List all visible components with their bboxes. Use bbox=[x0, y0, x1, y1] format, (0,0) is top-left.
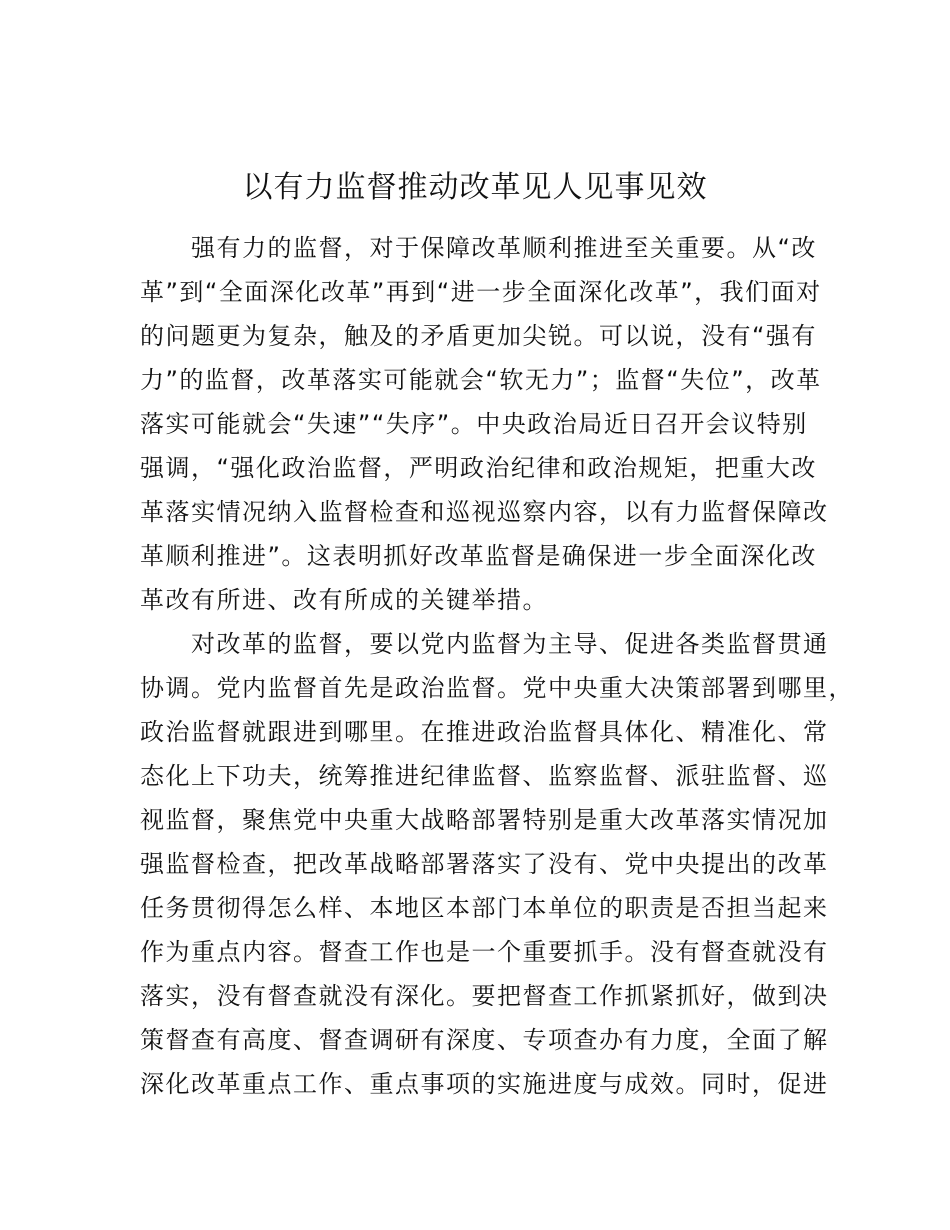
text-line: 革落实情况纳入监督检查和巡视巡察内容，以有力监督保障改 bbox=[140, 498, 829, 526]
text-line: 策督查有高度、督查调研有深度、专项查办有力度，全面了解 bbox=[140, 1026, 829, 1054]
text-line: 任务贯彻得怎么样、本地区本部门本单位的职责是否担当起来 bbox=[140, 894, 829, 922]
text-line: 政治监督就跟进到哪里。在推进政治监督具体化、精准化、常 bbox=[140, 718, 829, 746]
text-line: 强监督检查，把改革战略部署落实了没有、党中央提出的改革 bbox=[140, 850, 829, 878]
text-line: 革改有所进、改有所成的关键举措。 bbox=[140, 586, 548, 614]
text-line: 的问题更为复杂，触及的矛盾更加尖锐。可以说，没有“强有 bbox=[140, 322, 817, 350]
text-line: 对改革的监督，要以党内监督为主导、促进各类监督贯通 bbox=[140, 630, 829, 658]
text-line: 落实，没有督查就没有深化。要把督查工作抓紧抓好，做到决 bbox=[140, 982, 829, 1010]
text-line: 革顺利推进”。这表明抓好改革监督是确保进一步全面深化改 bbox=[140, 542, 817, 570]
paragraph-2 bbox=[140, 622, 854, 1106]
text-line: 协调。党内监督首先是政治监督。党中央重大决策部署到哪里， bbox=[140, 674, 854, 702]
text-line: 强调，“强化政治监督，严明政治纪律和政治规矩，把重大改 bbox=[140, 454, 817, 482]
paragraph-1 bbox=[140, 226, 840, 622]
text-line: 深化改革重点工作、重点事项的实施进度与成效。同时，促进 bbox=[140, 1070, 829, 1098]
document-title: 以有力监督推动改革见人见事见效 bbox=[242, 170, 708, 205]
text-line: 强有力的监督，对于保障改革顺利推进至关重要。从“改 bbox=[140, 234, 817, 262]
text-line: 力”的监督，改革落实可能就会“软无力”；监督“失位”，改革 bbox=[140, 366, 822, 394]
text-line: 作为重点内容。督查工作也是一个重要抓手。没有督查就没有 bbox=[140, 938, 829, 966]
text-line: 视监督，聚焦党中央重大战略部署特别是重大改革落实情况加 bbox=[140, 806, 829, 834]
text-line: 态化上下功夫，统筹推进纪律监督、监察监督、派驻监督、巡 bbox=[140, 762, 829, 790]
text-line: 革”到“全面深化改革”再到“进一步全面深化改革”，我们面对 bbox=[140, 278, 822, 306]
text-line: 落实可能就会“失速”“失序”。中央政治局近日召开会议特别 bbox=[140, 410, 808, 438]
